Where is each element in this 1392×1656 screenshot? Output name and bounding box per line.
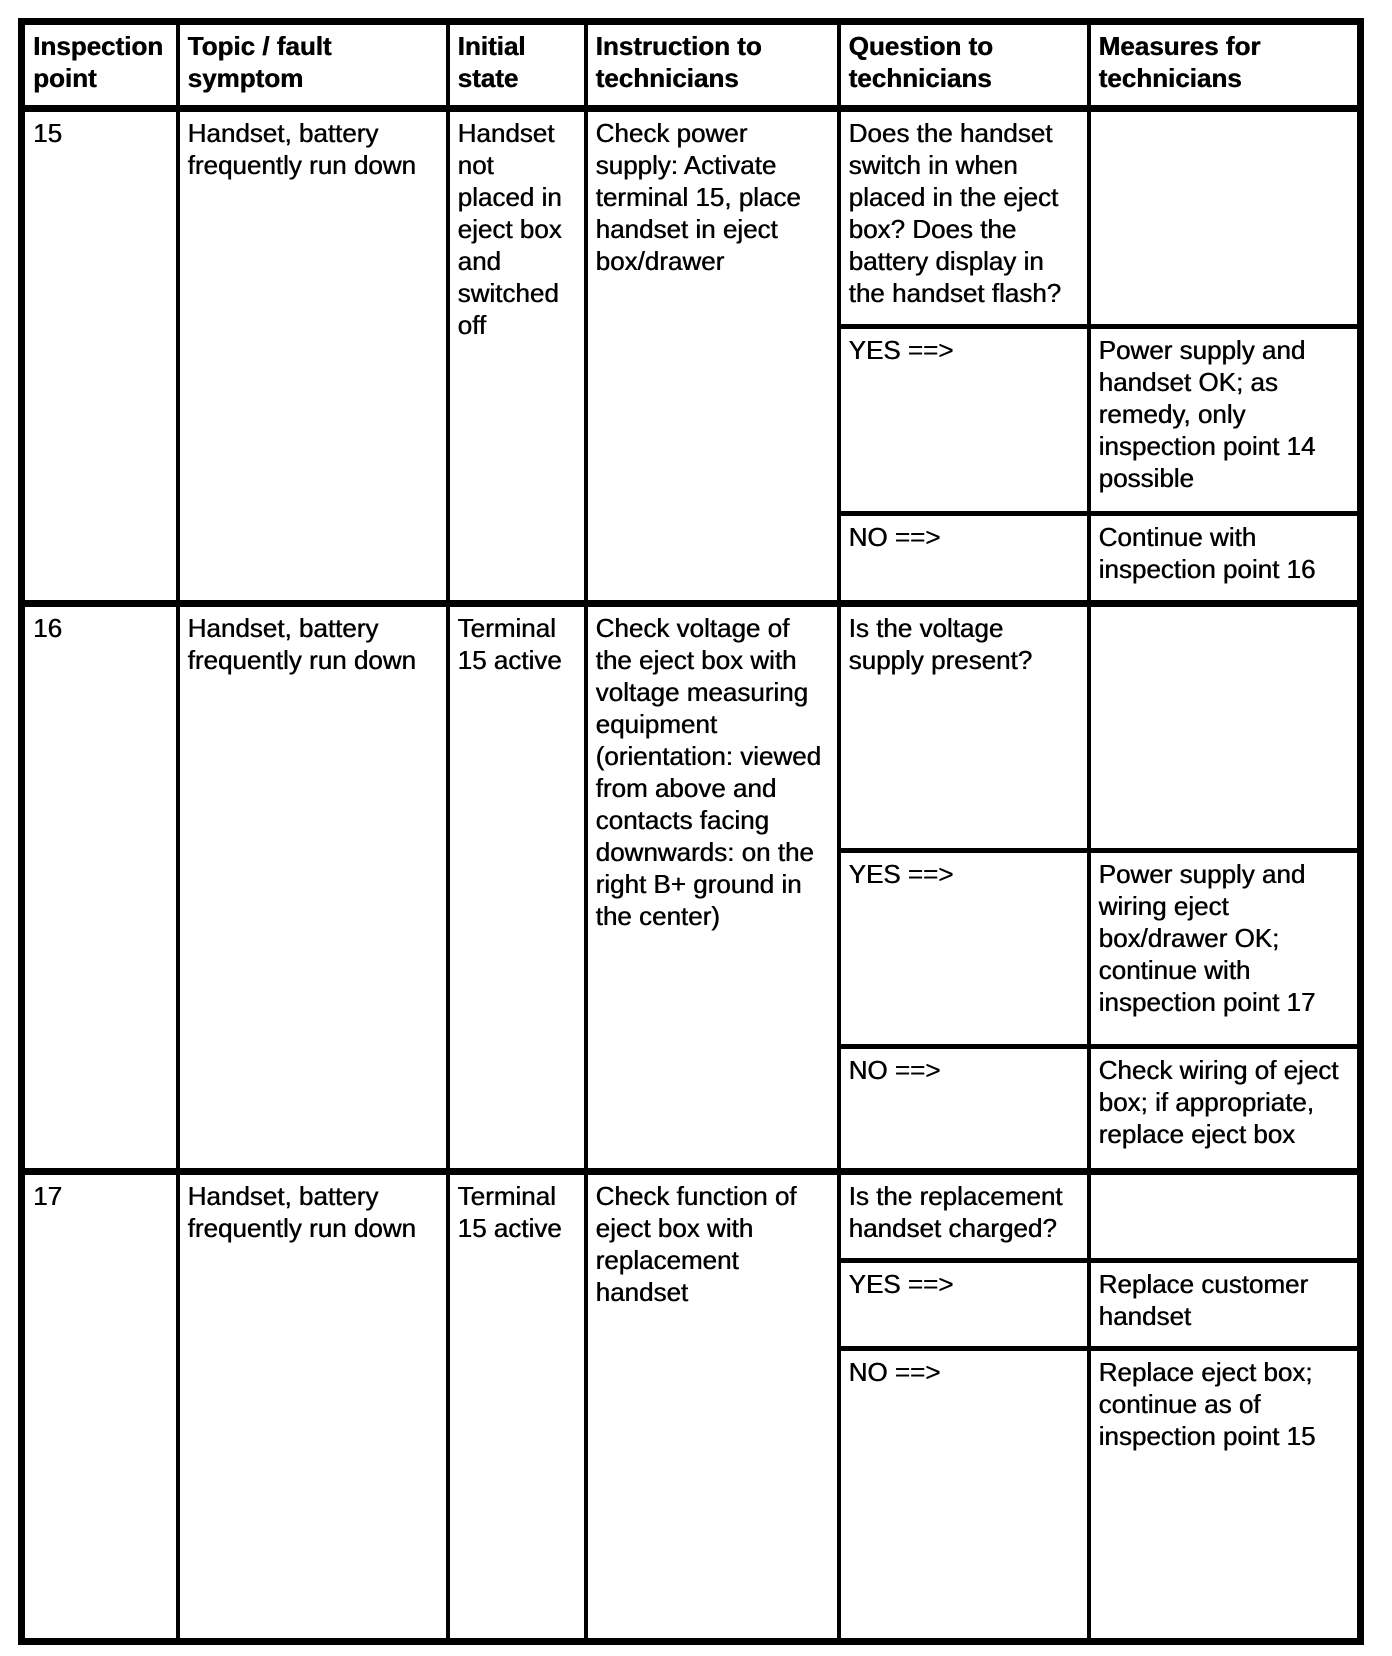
cell-no-measure-16: Check wiring of eject box; if appropriate, replace eject box bbox=[1089, 1047, 1361, 1172]
table-header-row bbox=[22, 22, 1361, 109]
header-instruction-to-technicians: Instruction to technicians bbox=[586, 22, 839, 109]
cell-no-label-15: NO ==> bbox=[839, 514, 1089, 604]
header-question-to-technicians: Question to technicians bbox=[839, 22, 1089, 109]
cell-initial-state-15: Handset not placed in eject box and switched off bbox=[448, 109, 586, 604]
cell-no-label-17: NO ==> bbox=[839, 1349, 1089, 1642]
header-initial-state: Initial state bbox=[448, 22, 586, 109]
cell-yes-label-17: YES ==> bbox=[839, 1261, 1089, 1349]
row-17-question bbox=[22, 1172, 1361, 1261]
header-topic-fault-symptom: Topic / fault symptom bbox=[178, 22, 448, 109]
header-measures-for-technicians: Measures for technicians bbox=[1089, 22, 1361, 109]
cell-instruction-16: Check voltage of the eject box with voltage measuring equipment (orientation: viewed from above and contacts facing downwards: on the right B+ ground in the center) bbox=[586, 604, 839, 1172]
cell-inspection-point-15: 15 bbox=[22, 109, 178, 604]
cell-topic-17: Handset, battery frequently run down bbox=[178, 1172, 448, 1642]
cell-yes-label-15: YES ==> bbox=[839, 327, 1089, 514]
cell-yes-measure-17: Replace customer handset bbox=[1089, 1261, 1361, 1349]
cell-inspection-point-17: 17 bbox=[22, 1172, 178, 1642]
cell-no-measure-17: Replace eject box; continue as of inspection point 15 bbox=[1089, 1349, 1361, 1642]
cell-inspection-point-16: 16 bbox=[22, 604, 178, 1172]
cell-instruction-17: Check function of eject box with replacement handset bbox=[586, 1172, 839, 1642]
header-inspection-point: Inspection point bbox=[22, 22, 178, 109]
cell-question-16: Is the voltage supply present? bbox=[839, 604, 1089, 851]
cell-measures-empty-16 bbox=[1089, 604, 1361, 851]
row-15-question bbox=[22, 109, 1361, 327]
fault-diagnosis-table bbox=[18, 18, 1364, 1645]
cell-measures-empty-17 bbox=[1089, 1172, 1361, 1261]
cell-no-measure-15: Continue with inspection point 16 bbox=[1089, 514, 1361, 604]
cell-initial-state-16: Terminal 15 active bbox=[448, 604, 586, 1172]
cell-yes-measure-15: Power supply and handset OK; as remedy, only inspection point 14 possible bbox=[1089, 327, 1361, 514]
cell-no-label-16: NO ==> bbox=[839, 1047, 1089, 1172]
cell-question-15: Does the handset switch in when placed in the eject box? Does the battery display in the handset flash? bbox=[839, 109, 1089, 327]
cell-initial-state-17: Terminal 15 active bbox=[448, 1172, 586, 1642]
cell-measures-empty-15 bbox=[1089, 109, 1361, 327]
cell-topic-16: Handset, battery frequently run down bbox=[178, 604, 448, 1172]
cell-yes-label-16: YES ==> bbox=[839, 851, 1089, 1047]
cell-question-17: Is the replacement handset charged? bbox=[839, 1172, 1089, 1261]
cell-instruction-15: Check power supply: Activate terminal 15, place handset in eject box/drawer bbox=[586, 109, 839, 604]
row-16-question bbox=[22, 604, 1361, 851]
cell-yes-measure-16: Power supply and wiring eject box/drawer OK; continue with inspection point 17 bbox=[1089, 851, 1361, 1047]
cell-topic-15: Handset, battery frequently run down bbox=[178, 109, 448, 604]
